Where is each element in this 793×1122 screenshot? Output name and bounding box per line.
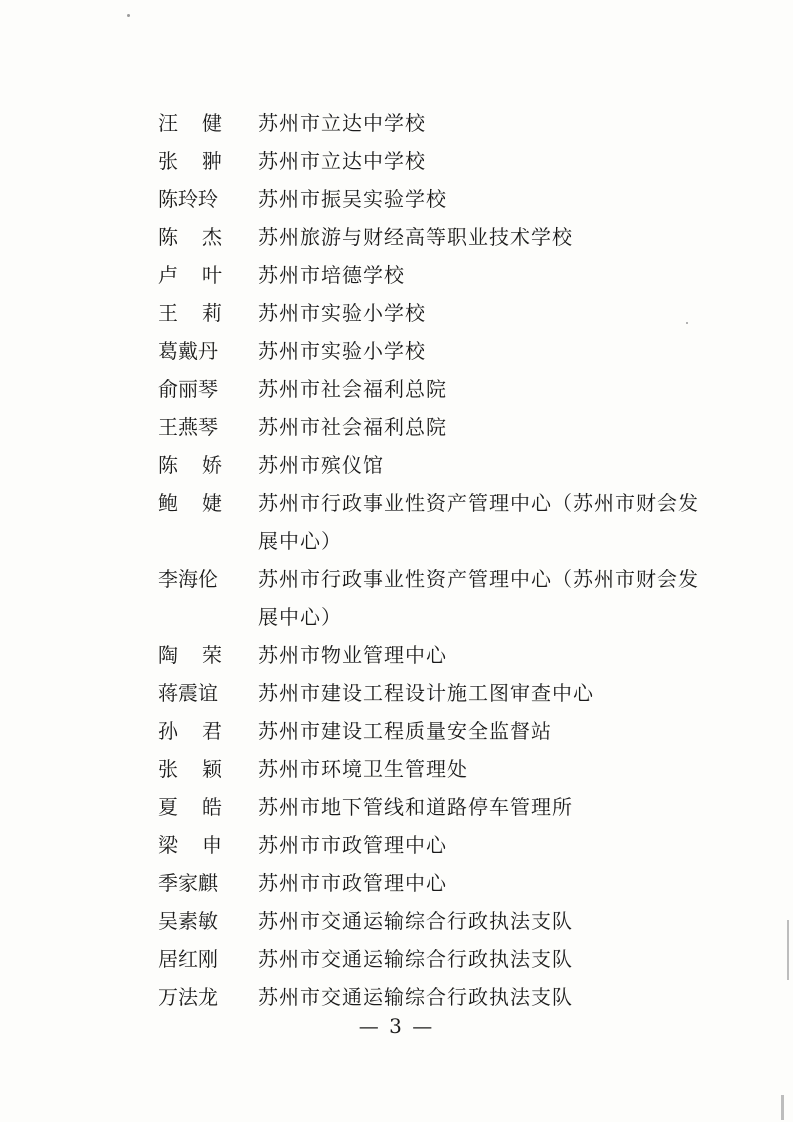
list-item (158, 408, 718, 446)
list-item (158, 370, 718, 408)
organization-name: 苏州市立达中学校 (258, 111, 426, 135)
organization-name: 苏州市地下管线和道路停车管理所 (258, 795, 573, 819)
organization-name: 苏州市行政事业性资产管理中心（苏州市财会发展中心） (258, 491, 699, 553)
person-name: 蒋震谊 (158, 681, 218, 705)
person-name: 俞丽琴 (158, 377, 218, 401)
list-item (158, 294, 718, 332)
organization-name: 苏州市行政事业性资产管理中心（苏州市财会发展中心） (258, 567, 699, 629)
person-name: 陈玲玲 (158, 187, 218, 211)
organization-name: 苏州市社会福利总院 (258, 415, 447, 439)
list-item (158, 940, 718, 978)
organization-name: 苏州旅游与财经高等职业技术学校 (258, 225, 573, 249)
organization-name: 苏州市交通运输综合行政执法支队 (258, 985, 573, 1009)
person-name: 葛戴丹 (158, 339, 218, 363)
list-item (158, 864, 718, 902)
person-name: 陶荣 (158, 643, 246, 667)
person-name: 陈杰 (158, 225, 246, 249)
page-number: — 3 — (358, 1014, 435, 1038)
list-item (158, 180, 718, 218)
organization-name: 苏州市殡仪馆 (258, 453, 384, 477)
list-item (158, 484, 718, 560)
list-item (158, 750, 718, 788)
person-name: 梁申 (158, 833, 246, 857)
person-name: 季家麒 (158, 871, 218, 895)
organization-name: 苏州市立达中学校 (258, 149, 426, 173)
person-name: 王莉 (158, 301, 246, 325)
person-name: 张颖 (158, 757, 246, 781)
list-item (158, 902, 718, 940)
organization-name: 苏州市市政管理中心 (258, 871, 447, 895)
list-item (158, 826, 718, 864)
organization-name: 苏州市环境卫生管理处 (258, 757, 468, 781)
list-item (158, 560, 718, 636)
list-item (158, 104, 718, 142)
person-name: 万法龙 (158, 985, 218, 1009)
organization-name: 苏州市社会福利总院 (258, 377, 447, 401)
scan-edge-mark (787, 920, 789, 980)
list-item (158, 674, 718, 712)
organization-name: 苏州市培德学校 (258, 263, 405, 287)
organization-name: 苏州市建设工程设计施工图审查中心 (258, 681, 594, 705)
person-name: 王燕琴 (158, 415, 218, 439)
name-list (158, 104, 718, 1016)
person-name: 吴素敏 (158, 909, 218, 933)
scan-speck (686, 322, 688, 324)
list-item (158, 978, 718, 1016)
list-item (158, 256, 718, 294)
list-item (158, 446, 718, 484)
person-name: 张翀 (158, 149, 246, 173)
organization-name: 苏州市建设工程质量安全监督站 (258, 719, 552, 743)
organization-name: 苏州市实验小学校 (258, 339, 426, 363)
list-item (158, 788, 718, 826)
list-item (158, 332, 718, 370)
person-name: 卢叶 (158, 263, 246, 287)
organization-name: 苏州市实验小学校 (258, 301, 426, 325)
person-name: 居红刚 (158, 947, 218, 971)
person-name: 孙君 (158, 719, 246, 743)
list-item (158, 218, 718, 256)
person-name: 鲍婕 (158, 491, 246, 515)
list-item (158, 636, 718, 674)
organization-name: 苏州市物业管理中心 (258, 643, 447, 667)
organization-name: 苏州市市政管理中心 (258, 833, 447, 857)
person-name: 陈娇 (158, 453, 246, 477)
person-name: 汪健 (158, 111, 246, 135)
list-item (158, 712, 718, 750)
person-name: 夏皓 (158, 795, 246, 819)
person-name: 李海伦 (158, 567, 218, 591)
organization-name: 苏州市交通运输综合行政执法支队 (258, 947, 573, 971)
scan-speck (127, 14, 130, 17)
organization-name: 苏州市交通运输综合行政执法支队 (258, 909, 573, 933)
organization-name: 苏州市振吴实验学校 (258, 187, 447, 211)
list-item (158, 142, 718, 180)
scan-edge-mark (781, 1095, 784, 1120)
